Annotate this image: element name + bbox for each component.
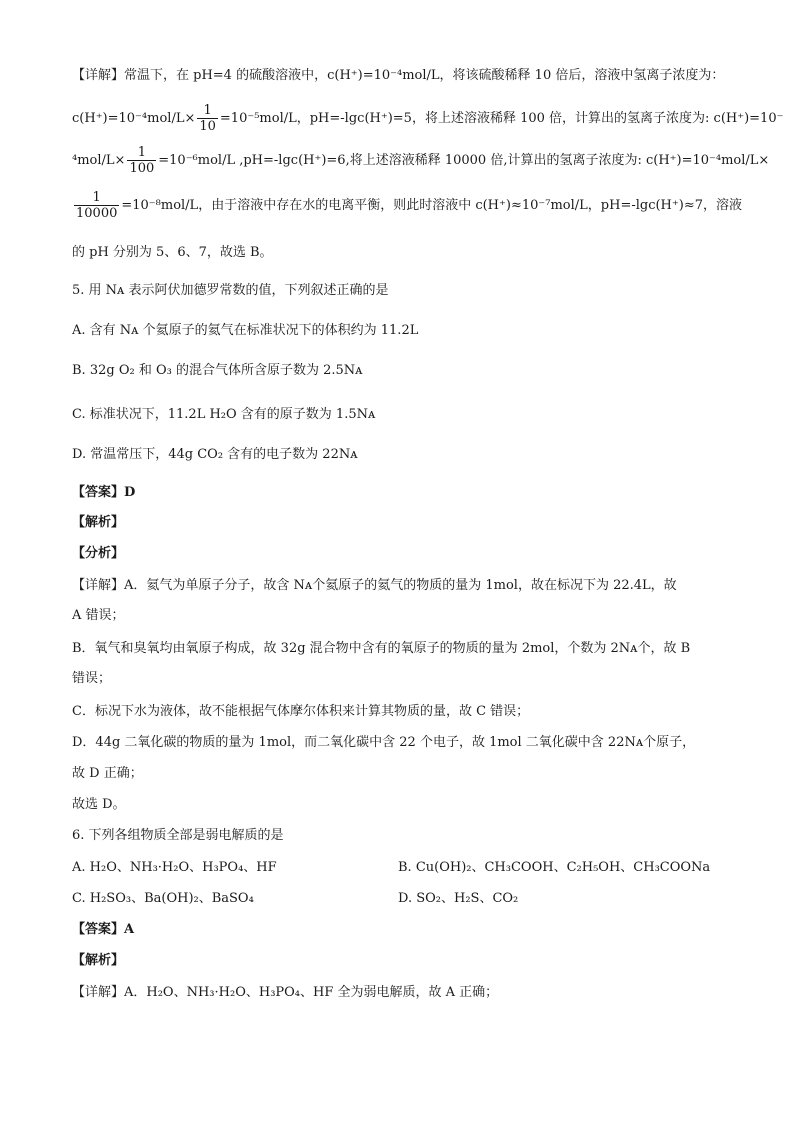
q4-l2-prefix: c(H⁺)=10⁻⁴mol/L× <box>72 111 196 126</box>
q5-explanation-line-7: 故 D 正确； <box>72 766 143 781</box>
fraction-denominator: 100 <box>129 161 155 176</box>
q6-stem: 6. 下列各组物质全部是弱电解质的是 <box>72 828 284 843</box>
q5-explanation-line-8: 故选 D。 <box>72 797 126 812</box>
q5-option-c: C. 标准状况下，11.2L H₂O 含有的原子数为 1.5Nᴀ <box>72 407 376 422</box>
q5-option-b: B. 32g O₂ 和 O₃ 的混合气体所含原子数为 2.5Nᴀ <box>72 363 363 378</box>
q5-explanation-line-1: 【详解】A．氦气为单原子分子，故含 Nᴀ个氦原子的氦气的物质的量为 1mol，故在标况下为 22.4L，故 <box>72 578 677 593</box>
q4-explanation-line-5: 的 pH 分别为 5、6、7，故选 B。 <box>72 245 273 260</box>
fraction-1-10 <box>197 103 218 134</box>
q6-answer: 【答案】A <box>72 922 135 937</box>
q4-l2-suffix: =10⁻⁵mol/L，pH=-lgc(H⁺)=5，将上述溶液稀释 100 倍，计算出的氢离子浓度为: c(H⁺)=10⁻ <box>219 111 784 126</box>
q6-option-b: B. Cu(OH)₂、CH₃COOH、C₂H₅OH、CH₃COONa <box>398 860 711 875</box>
q4-explanation-line-1: 【详解】常温下，在 pH=4 的硫酸溶液中，c(H⁺)=10⁻⁴mol/L，将该硫酸稀释 10 倍后，溶液中氢离子浓度为： <box>72 68 725 83</box>
q5-stem: 5. 用 Nᴀ 表示阿伏加德罗常数的值，下列叙述正确的是 <box>72 283 389 298</box>
q5-explanation-line-5: C．标况下水为液体，故不能根据气体摩尔体积来计算其物质的量，故 C 错误； <box>72 704 530 719</box>
q5-analysis-heading: 【解析】 <box>72 515 125 530</box>
q5-explanation-line-2: A 错误； <box>72 608 125 623</box>
q5-option-a: A. 含有 Nᴀ 个氦原子的氦气在标准状况下的体积约为 11.2L <box>72 323 419 338</box>
fraction-denominator: 10 <box>199 119 216 134</box>
q6-explanation-line-1: 【详解】A．H₂O、NH₃·H₂O、H₃PO₄、HF 全为弱电解质，故 A 正确； <box>72 985 499 1000</box>
q6-analysis-heading: 【解析】 <box>72 953 125 968</box>
q5-answer: 【答案】D <box>72 485 136 500</box>
q6-option-c: C. H₂SO₃、Ba(OH)₂、BaSO₄ <box>72 891 254 906</box>
fraction-1-10000 <box>74 190 119 221</box>
q4-l3-prefix: ⁴mol/L× <box>72 153 126 168</box>
fraction-numerator: 1 <box>127 145 156 161</box>
q4-explanation-line-3 <box>72 145 769 176</box>
q5-explanation-line-6: D．44g 二氧化碳的物质的量为 1mol，而二氧化碳中含 22 个电子，故 1mol 二氧化碳中含 22Nᴀ个原子， <box>72 735 696 750</box>
fraction-denominator: 10000 <box>76 206 118 221</box>
q5-explanation-line-4: 错误； <box>72 671 112 686</box>
q4-l4-suffix: =10⁻⁸mol/L，由于溶液中存在水的电离平衡，则此时溶液中 c(H⁺)≈10⁻⁷mol/L，pH=-lgc(H⁺)≈7，溶液 <box>121 198 742 213</box>
q4-explanation-line-4 <box>72 190 742 221</box>
q5-option-d: D. 常温常压下，44g CO₂ 含有的电子数为 22Nᴀ <box>72 447 358 462</box>
q5-explanation-line-3: B．氧气和臭氧均由氧原子构成，故 32g 混合物中含有的氧原子的物质的量为 2mol，个数为 2Nᴀ个，故 B <box>72 641 691 656</box>
fraction-numerator: 1 <box>74 190 119 206</box>
q6-option-d: D. SO₂、H₂S、CO₂ <box>398 891 519 906</box>
q4-explanation-line-2 <box>72 103 783 134</box>
q6-option-a: A. H₂O、NH₃·H₂O、H₃PO₄、HF <box>72 860 277 875</box>
fraction-1-100 <box>127 145 156 176</box>
q5-fenxi-heading: 【分析】 <box>72 546 125 561</box>
q4-l3-suffix: =10⁻⁶mol/L ,pH=-lgc(H⁺)=6,将上述溶液稀释 10000 倍,计算出的氢离子浓度为: c(H⁺)=10⁻⁴mol/L× <box>158 153 770 168</box>
fraction-numerator: 1 <box>197 103 218 119</box>
